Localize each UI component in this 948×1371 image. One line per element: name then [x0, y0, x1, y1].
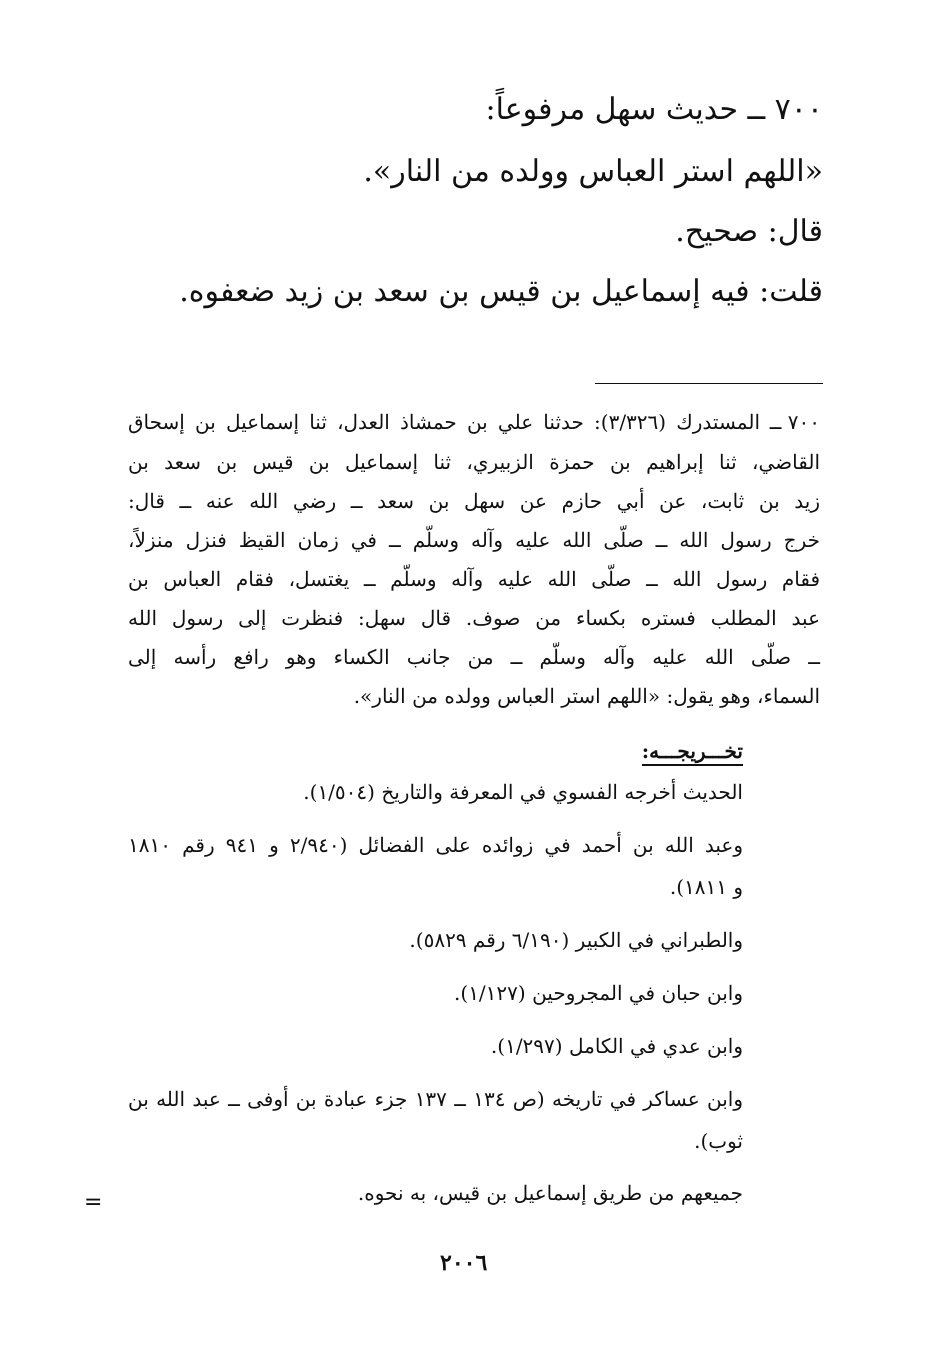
takhrij-line: وابن عدي في الكامل (١/٢٩٧). — [490, 1034, 743, 1058]
footnote-line: ــ صلّى الله عليه وآله وسلّم ــ من جانب الكساء وهو رافع رأسه إلى — [128, 645, 820, 669]
takhrij-line: الحديث أخرجه الفسوي في المعرفة والتاريخ (١/٥٠٤). — [303, 780, 743, 804]
takhrij-line: ثوب). — [694, 1129, 743, 1153]
takhrij-line: و ١٨١١). — [669, 875, 743, 899]
footnote-line: المستدرك (٣/٣٢٦): حدثنا علي بن حمشاذ العدل، ثنا إسماعيل بن إسحاق — [128, 410, 760, 434]
footnote-line: خرج رسول الله ــ صلّى الله عليه وآله وسلّم ــ في زمان القيظ فنزل منزلاً، — [128, 528, 820, 552]
page-number: ٢٠٠٦ — [440, 1250, 488, 1276]
takhrij-label: تخـــريجـــه: — [642, 736, 743, 766]
continuation-mark: = — [84, 1190, 103, 1215]
takhrij-line: وعبد الله بن أحمد في زوائده على الفضائل (٢/٩٤٠ و ٩٤١ رقم ١٨١٠ — [128, 833, 744, 857]
footnote-line: القاضي، ثنا إبراهيم بن حمزة الزبيري، ثنا إسماعيل بن قيس بن سعد بن — [128, 450, 820, 474]
footnote-number: ٧٠٠ ــ — [769, 410, 820, 434]
footnote-line: السماء، وهو يقول: «اللهم استر العباس وولده من النار». — [353, 684, 820, 708]
takhrij-line: وابن عساكر في تاريخه (ص ١٣٤ ــ ١٣٧ جزء عبادة بن أوفى ــ عبد الله بن — [128, 1087, 743, 1111]
hadith-text: «اللهم استر العباس وولده من النار». — [363, 154, 823, 189]
footnote-line: عبد المطلب فستره بكساء من صوف. قال سهل: فنظرت إلى رسول الله — [128, 606, 820, 630]
footnote-separator — [595, 383, 823, 384]
hadith-heading: ٧٠٠ ــ حديث سهل مرفوعاً: — [485, 92, 823, 127]
footnote-line: زيد بن ثابت، عن أبي حازم عن سهل بن سعد ــ رضي الله عنه ــ قال: — [128, 489, 820, 513]
takhrij-line: وابن حبان في المجروحين (١/١٢٧). — [454, 981, 743, 1005]
takhrij-line: جميعهم من طريق إسماعيل بن قيس، به نحوه. — [357, 1181, 743, 1205]
footnote-line: فقام رسول الله ــ صلّى الله عليه وآله وسلّم ــ يغتسل، فقام العباس بن — [128, 567, 820, 591]
hadith-ruling: قال: صحيح. — [675, 214, 823, 249]
hadith-comment: قلت: فيه إسماعيل بن قيس بن سعد بن زيد ضعفوه. — [179, 274, 823, 309]
takhrij-line: والطبراني في الكبير (٦/١٩٠ رقم ٥٨٢٩). — [409, 928, 743, 952]
